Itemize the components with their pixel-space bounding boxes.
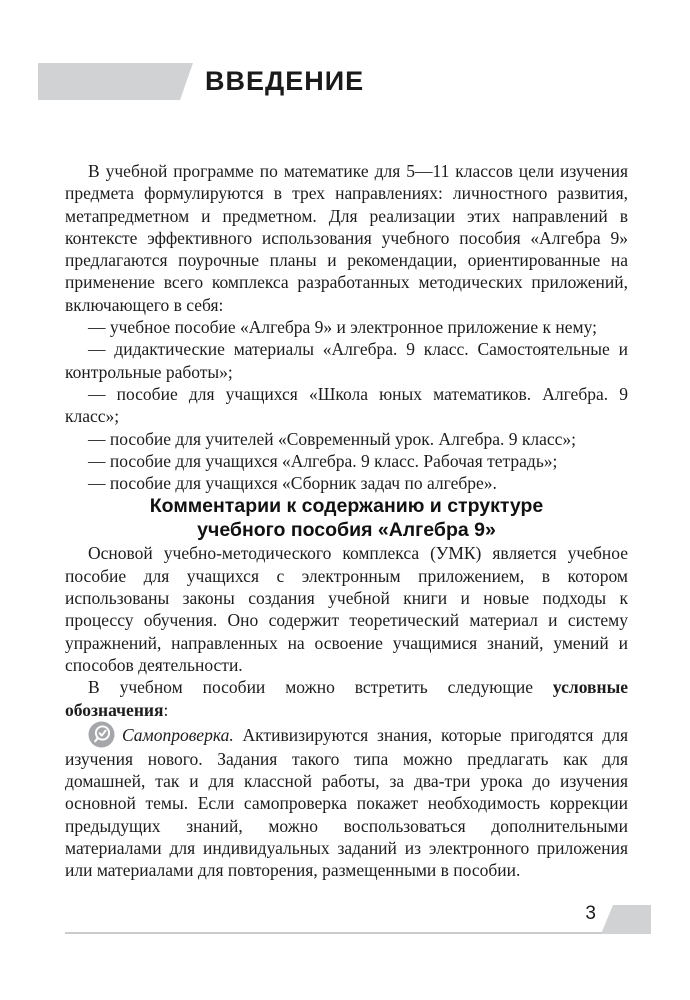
selfcheck-text: Активизируются знания, которые пригодятся для изучения нового. Задания такого типа можно предлагать как для домашней, так и для классной работы, за два-три урока до изучения основной темы. Если самопроверка покажет необходимость коррекции предыдущих знаний, можно воспользоваться дополнительными материалами для индивидуальных заданий из электронного приложения или материалами для повторения, размещенными в пособии. bbox=[65, 724, 628, 881]
list-item: — учебное пособие «Алгебра 9» и электронное приложение к нему; bbox=[88, 317, 597, 338]
list-item: — пособие для учащихся «Алгебра. 9 класс. Рабочая тетрадь»; bbox=[88, 450, 558, 471]
selfcheck-paragraph bbox=[65, 721, 628, 882]
list-item: — пособие для учителей «Современный урок. Алгебра. 9 класс»; bbox=[88, 428, 577, 449]
footer-rule bbox=[65, 932, 603, 934]
list-item: — пособие для учащихся «Школа юных математиков. Алгебра. 9 класс»; bbox=[65, 383, 628, 427]
section-heading-line2: учебного пособия «Алгебра 9» bbox=[197, 519, 496, 542]
legend-intro-suffix: : bbox=[163, 699, 169, 720]
list-item: — дидактические материалы «Алгебра. 9 класс. Самостоятельные и контрольные работы»; bbox=[65, 339, 628, 382]
legend-intro-bold: условные обозначения bbox=[65, 677, 628, 720]
list-item: — пособие для учащихся «Сборник задач по алгебре». bbox=[88, 473, 497, 494]
page-number: 3 bbox=[585, 903, 596, 924]
intro-paragraph: В учебной программе по математике для 5—11 классов цели изучения предмета формулируются в трех направлениях: личностного развития, метапредметном и предметном. Для реализации этих направлений в контексте эффективного использования учебного пособия «Алгебра 9» предлагаются поурочные планы и рекомендации, ориентированные на применение всего комплекса разработанных методических приложений, включающего в себя: bbox=[65, 161, 628, 315]
section-heading bbox=[65, 494, 628, 542]
magnifier-check-icon bbox=[88, 721, 115, 748]
selfcheck-term: Самопроверка. bbox=[122, 724, 234, 745]
page-title: ВВЕДЕНИЕ bbox=[205, 66, 365, 96]
header-decoration-band bbox=[38, 63, 193, 100]
section-heading-line1: Комментарии к содержанию и структуре bbox=[149, 495, 544, 518]
page-body bbox=[65, 160, 628, 882]
footer-decoration-band bbox=[601, 905, 651, 934]
legend-intro-paragraph bbox=[65, 676, 628, 721]
legend-intro-prefix: В учебном пособии можно встретить следующие bbox=[88, 677, 553, 698]
section-paragraph: Основой учебно-методического комплекса (УМК) является учебное пособие для учащихся с электронным приложением, в котором использованы законы создания учебной книги и новые подходы к процессу обучения. Оно содержит теоретический материал и систему упражнений, направленных на освоение учащимися знаний, умений и способов деятельности. bbox=[65, 543, 628, 675]
